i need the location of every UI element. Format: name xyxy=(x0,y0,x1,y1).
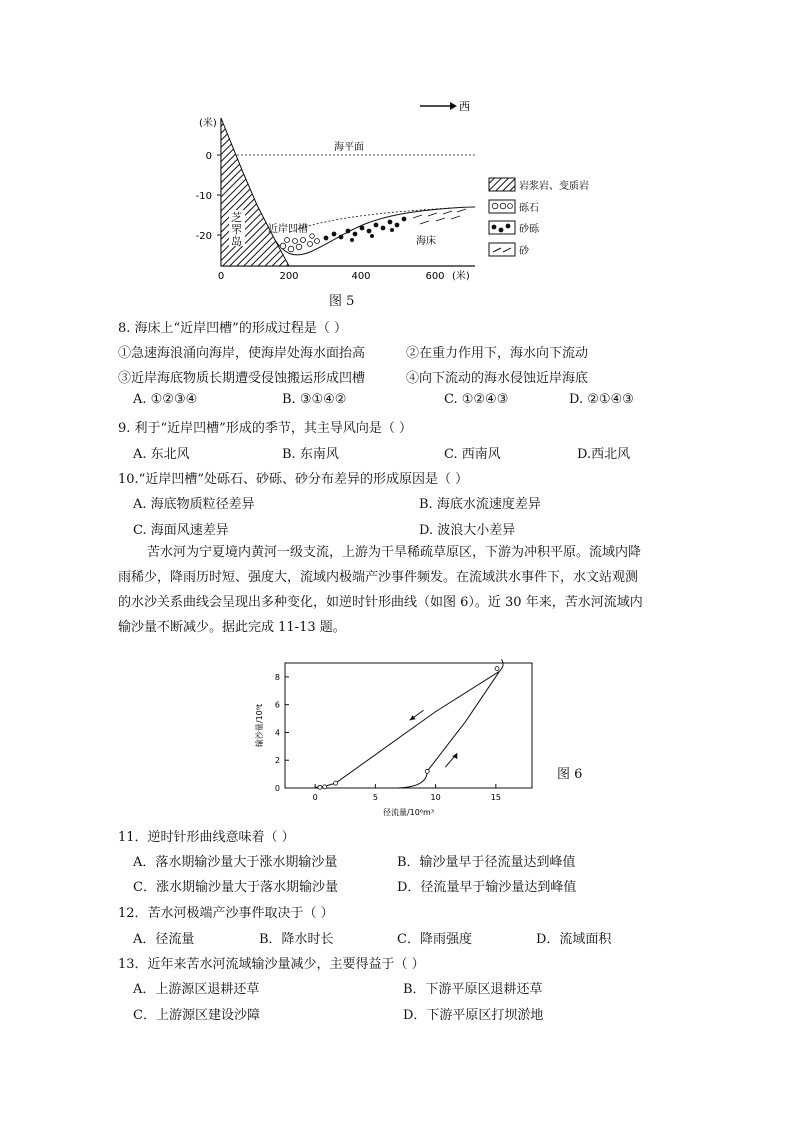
island-char-2: 罘 xyxy=(231,223,242,236)
figure5-caption: 图 5 xyxy=(329,294,355,309)
q10-option-c: C. 海面风速差异 xyxy=(133,523,229,538)
y-unit: (米) xyxy=(199,118,217,129)
legend-gravel-label: 砾石 xyxy=(519,203,539,214)
legend-rock-label: 岩浆岩、变质岩 xyxy=(519,181,589,192)
q12-option-b: B．降水时长 xyxy=(259,932,334,947)
x-tick-label: 5 xyxy=(372,793,378,802)
legend xyxy=(489,178,589,257)
passage-line-2: 雨稀少，降雨历时短、强度大，流域内极端产沙事件频发。在流域洪水事件下，水文站观测 xyxy=(118,570,639,585)
data-point xyxy=(318,785,322,789)
seabed-label: 海床 xyxy=(416,236,436,247)
x-axis-label: 径流量/10⁶m³ xyxy=(382,808,435,817)
q8-statement-1: ①急速海浪涌向海岸，使海岸处海水面抬高 xyxy=(118,346,366,361)
q13-stem: 13．近年来苦水河流域输沙量减少，主要得益于（ ） xyxy=(118,957,425,972)
q9-stem: 9. 利于“近岸凹槽”形成的季节，其主导风向是（ ） xyxy=(118,421,412,436)
data-point xyxy=(323,785,327,789)
q12-option-d: D．流域面积 xyxy=(536,932,612,947)
q9-option-b: B. 东南风 xyxy=(282,447,339,462)
y-tick-label: 6 xyxy=(274,700,280,710)
q8-stem: 8. 海床上“近岸凹槽”的形成过程是（ ） xyxy=(118,321,347,336)
x-tick-label: 15 xyxy=(490,793,501,802)
q8-statement-2: ②在重力作用下，海水向下流动 xyxy=(406,346,589,361)
west-label: 西 xyxy=(459,100,470,113)
x-tick-0: 0 xyxy=(217,271,225,282)
y-tick-label: 4 xyxy=(274,728,280,738)
q11-option-a: A．落水期输沙量大于涨水期输沙量 xyxy=(133,855,338,870)
rising-limb-line xyxy=(393,671,499,788)
q13-option-b: B．下游平原区退耕还草 xyxy=(403,982,543,997)
q8-option-c: C. ①②④③ xyxy=(444,392,509,407)
y-tick-20: -20 xyxy=(195,231,212,242)
q8-option-a: A. ①②③④ xyxy=(133,392,198,407)
data-point xyxy=(425,769,429,773)
falling-limb-line xyxy=(315,671,499,787)
figure6-chart xyxy=(250,655,550,820)
q8-statement-3: ③近岸海底物质长期遭受侵蚀搬运形成凹槽 xyxy=(118,371,366,386)
q9-option-d: D.西北风 xyxy=(577,447,631,462)
gravel-deposit xyxy=(280,234,319,252)
passage-line-3: 的水沙关系曲线会呈现出多种变化，如逆时针形曲线（如图 6）。近 30 年来，苦水河流域内 xyxy=(118,595,643,610)
q11-option-b: B．输沙量早于径流量达到峰值 xyxy=(397,855,576,870)
passage-line-4: 输沙量不断减少。据此完成 11-13 题。 xyxy=(118,620,346,635)
x-tick-label: 0 xyxy=(312,793,318,802)
x-tick-200: 200 xyxy=(279,271,299,282)
figure6-caption: 图 6 xyxy=(557,767,583,782)
island-char-1: 芝 xyxy=(231,211,242,224)
q9-option-c: C. 西南风 xyxy=(444,447,501,462)
q8-option-d: D. ②①④③ xyxy=(569,392,634,407)
trough-label: 近岸凹槽 xyxy=(268,224,308,235)
q11-option-c: C．涨水期输沙量大于落水期输沙量 xyxy=(133,880,338,895)
q10-option-d: D. 波浪大小差异 xyxy=(419,523,516,538)
q11-option-d: D．径流量早于输沙量达到峰值 xyxy=(397,880,577,895)
q12-option-a: A．径流量 xyxy=(133,932,195,947)
data-point xyxy=(495,667,499,671)
q12-option-c: C．降雨强度 xyxy=(397,932,472,947)
x-tick-400: 400 xyxy=(351,271,371,282)
x-tick-600: 600 xyxy=(425,271,445,282)
q13-option-c: C．上游源区建设沙障 xyxy=(133,1008,260,1023)
q13-option-a: A．上游源区退耕还草 xyxy=(133,982,260,997)
y-tick-label: 2 xyxy=(274,756,280,766)
q10-option-b: B. 海底水流速度差异 xyxy=(419,497,541,512)
q8-statement-4: ④向下流动的海水侵蚀近岸海底 xyxy=(406,371,589,386)
q10-option-a: A. 海底物质粒径差异 xyxy=(133,497,255,512)
data-point xyxy=(334,781,338,785)
island-char-3: 岛 xyxy=(231,235,242,248)
q13-option-d: D．下游平原区打坝淤地 xyxy=(403,1008,544,1023)
y-tick-0: 0 xyxy=(205,151,212,162)
legend-sand-label: 砂 xyxy=(519,246,529,257)
sea-level-label: 海平面 xyxy=(334,142,364,153)
q10-stem: 10.“近岸凹槽”处砾石、砂砾、砂分布差异的形成原因是（ ） xyxy=(118,472,469,487)
q8-option-b: B. ③①④② xyxy=(282,392,347,407)
figure5-diagram xyxy=(190,95,610,295)
plot-frame xyxy=(285,663,532,788)
q12-stem: 12．苦水河极端产沙事件取决于（ ） xyxy=(118,906,334,921)
passage-line-1: 苦水河为宁夏境内黄河一级支流，上游为干旱稀疏草原区，下游为冲积平原。流域内降 xyxy=(147,545,642,560)
legend-sand-gravel-label: 砂砾 xyxy=(519,224,539,235)
y-tick-label: 0 xyxy=(274,784,280,793)
q9-option-a: A. 东北风 xyxy=(133,447,190,462)
y-tick-label: 8 xyxy=(274,672,280,682)
y-axis-label: 输沙量/10⁶t xyxy=(255,703,264,748)
y-tick-10: -10 xyxy=(195,191,212,202)
x-tick-label: 10 xyxy=(430,793,441,802)
peak-loop xyxy=(499,659,503,671)
q11-stem: 11．逆时针形曲线意味着（ ） xyxy=(118,830,295,845)
x-unit: (米) xyxy=(452,271,470,282)
